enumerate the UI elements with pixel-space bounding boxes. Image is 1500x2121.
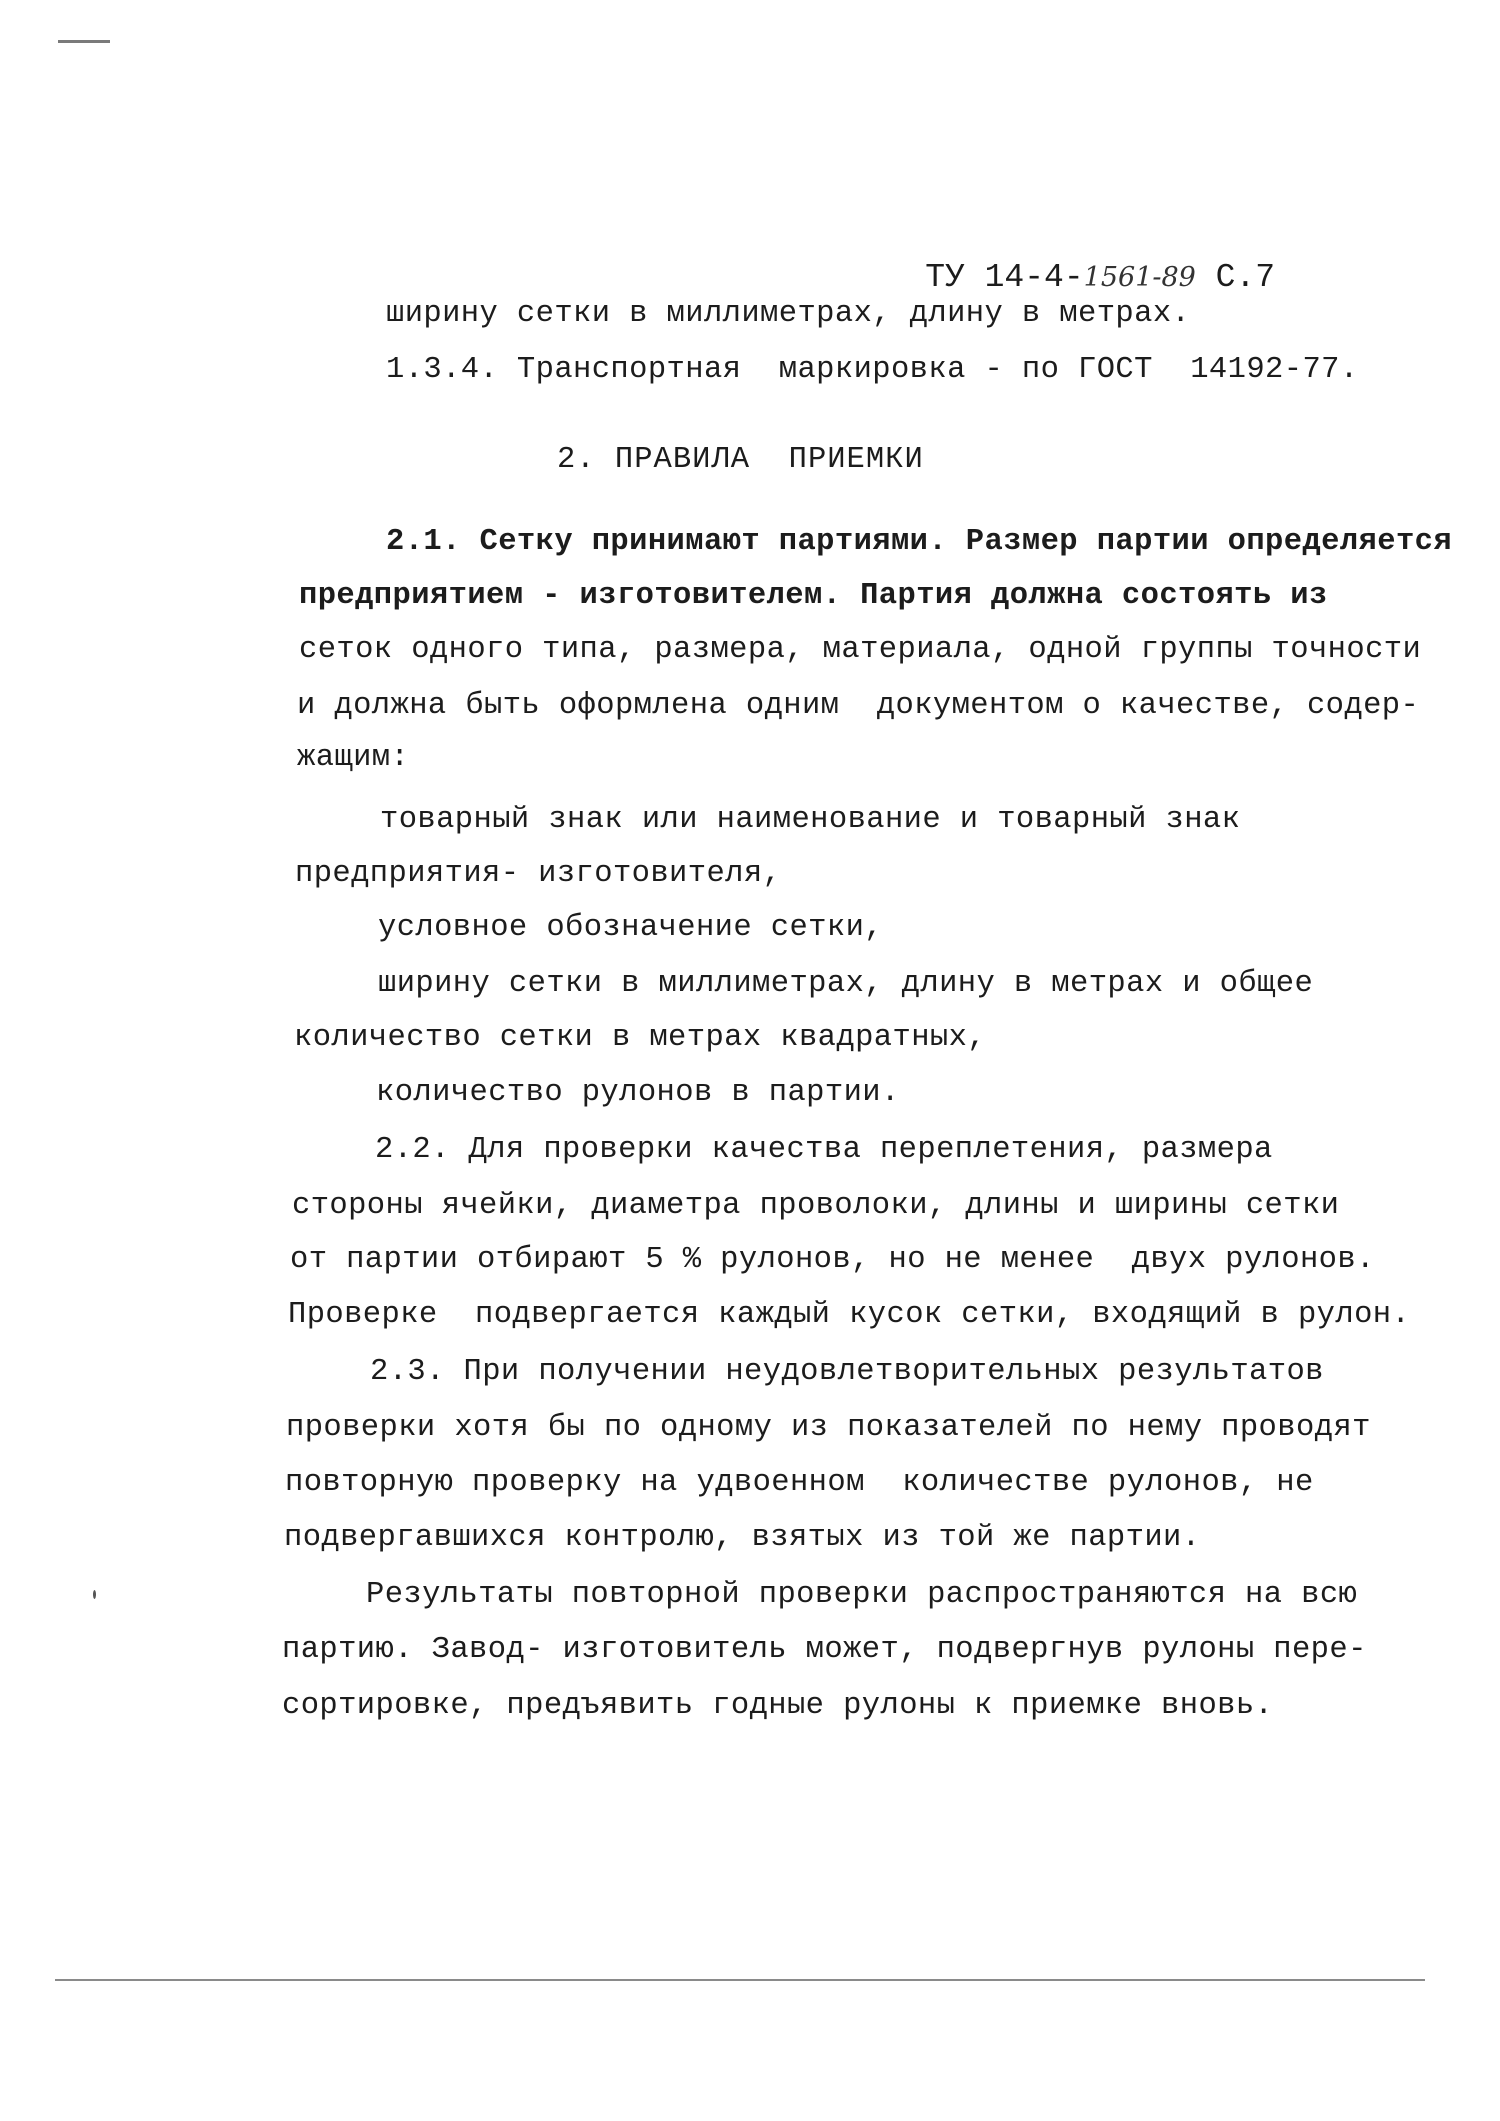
- scan-edge-line: [55, 1979, 1425, 1981]
- paragraph-line: жащим:: [297, 741, 410, 775]
- paragraph-line: стороны ячейки, диаметра проволоки, длины и ширины сетки: [292, 1189, 1340, 1223]
- paragraph-line: Проверке подвергается каждый кусок сетки, входящий в рулон.: [288, 1298, 1411, 1332]
- paragraph-line: 2.2. Для проверки качества переплетения, размера: [375, 1133, 1273, 1167]
- paragraph-line: сеток одного типа, размера, материала, одной группы точности: [299, 633, 1422, 667]
- paragraph-line: условное обозначение сетки,: [378, 911, 883, 945]
- text-line: ширину сетки в миллиметрах, длину в метрах.: [386, 297, 1191, 331]
- paragraph-line: количество рулонов в партии.: [376, 1076, 900, 1110]
- paragraph-line: предприятия- изготовителя,: [295, 857, 782, 891]
- paragraph-line: повторную проверку на удвоенном количестве рулонов, не: [285, 1466, 1314, 1500]
- scan-speck: [93, 1590, 96, 1599]
- paragraph-line: ширину сетки в миллиметрах, длину в метрах и общее: [378, 967, 1314, 1001]
- paragraph-line: 2.1. Сетку принимают партиями. Размер партии определяется: [386, 525, 1453, 559]
- paragraph-line: проверки хотя бы по одному из показателей по нему проводят: [286, 1411, 1371, 1445]
- paragraph-line: количество сетки в метрах квадратных,: [294, 1021, 987, 1055]
- paragraph-line: от партии отбирают 5 % рулонов, но не менее двух рулонов.: [290, 1243, 1375, 1277]
- page-reference: С.7: [1215, 259, 1276, 296]
- text-line: 1.3.4. Транспортная маркировка - по ГОСТ 14192-77.: [386, 353, 1359, 387]
- paragraph-line: Результаты повторной проверки распространяются на всю: [366, 1578, 1358, 1612]
- paragraph-line: партию. Завод- изготовитель может, подвергнув рулоны пере-: [282, 1633, 1367, 1667]
- paragraph-line: сортировке, предъявить годные рулоны к приемке вновь.: [282, 1689, 1274, 1723]
- paragraph-line: предприятием - изготовителем. Партия должна состоять из: [299, 579, 1328, 613]
- handwritten-doc-number: 1561-89: [1083, 262, 1196, 293]
- paragraph-line: 2.3. При получении неудовлетворительных результатов: [370, 1355, 1324, 1389]
- paragraph-line: товарный знак или наименование и товарный знак: [380, 803, 1241, 837]
- paragraph-line: и должна быть оформлена одним документом о качестве, содер-: [297, 689, 1420, 723]
- scan-mark-top: [58, 40, 110, 43]
- paragraph-line: подвергавшихся контролю, взятых из той же партии.: [284, 1521, 1201, 1555]
- section-heading: 2. ПРАВИЛА ПРИЕМКИ: [557, 443, 924, 477]
- doc-code-prefix: ТУ 14-4-: [925, 259, 1084, 296]
